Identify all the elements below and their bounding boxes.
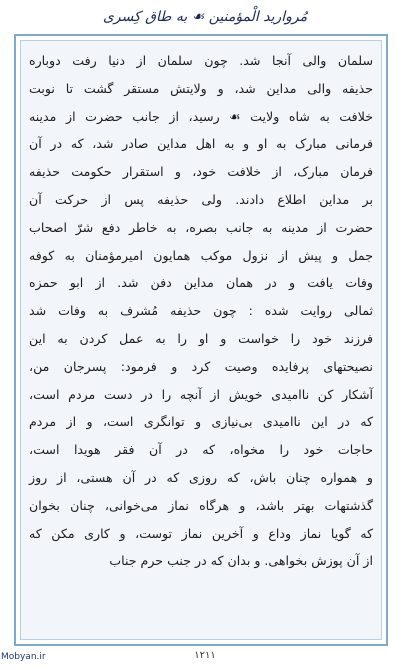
text-line: فرمانی مبارک به او و به اهل مداین صادر شد، که در آن	[29, 136, 373, 152]
text-line: گذشتهات بهتر باشد، و هرگاه نماز می‌خوانی، چنان بخوان	[29, 497, 373, 513]
text-line: حذیفه والی مداین شد، و ولایتش مستقر گشت تا نوبت	[29, 80, 373, 96]
page-number: ۱۲۱۱	[194, 650, 216, 661]
text-line: آشکار کن ناامیدی خویش از آنچه را در دست مردم است،	[29, 386, 373, 402]
page-title: مُرواريد الْمؤمنين ☙ به طاق كِسرى	[102, 9, 308, 25]
text-line: بر مداین اطلاع دادند. ولی حذیفه پس از حرکت آن	[29, 191, 373, 207]
body-text	[29, 47, 373, 575]
text-line: سلمان والی آنجا شد. چون سلمان از دنیا رفت دوباره	[29, 53, 373, 68]
text-line: حاجات خود را مخواه، که در آن فقر هویدا است،	[29, 442, 373, 458]
text-line: حضرت از مدینه به جانب بصره، به خاطر دفع شرّ اصحاب	[29, 219, 373, 235]
site-watermark: Mobyan.ir	[1, 652, 46, 662]
text-line: وفات یافت و در همان مداین دفن شد. از ابو حمزه	[29, 275, 373, 291]
text-line: و همواره چنان باش، که روزی که در آن هستی، از روز	[29, 469, 373, 485]
text-panel	[20, 40, 382, 640]
text-line: نصیحتهای پرفایده وصیت کرد و فرمود: پسرجان من،	[29, 358, 373, 374]
text-line: که در این ناامیدی بی‌نیازی و توانگری است، و از مردم	[29, 414, 373, 430]
text-line: ثمالی روایت شده : چون حذیفه مُشرف به وفات شد	[29, 303, 373, 319]
text-line: که گویا نماز وداع و آخرین نماز توست، و کاری مکن که	[29, 525, 373, 541]
text-line: خلافت به شاه ولایت ☙ رسید، از جانب حضرت از مدینه	[29, 108, 373, 124]
text-line: جمل و پیش از نزول موکب همایون امیرمؤمنان به کوفه	[29, 247, 373, 263]
text-line: فرزند خود را خواست و او را به عمل کردن به این	[29, 330, 373, 346]
text-line: از آن پوزش بخواهی. و بدان که در جنب حرم جناب	[109, 553, 373, 569]
text-line: فرمان مبارک، از خلافت خود، و استقرار حکومت حذیفه	[29, 164, 373, 180]
